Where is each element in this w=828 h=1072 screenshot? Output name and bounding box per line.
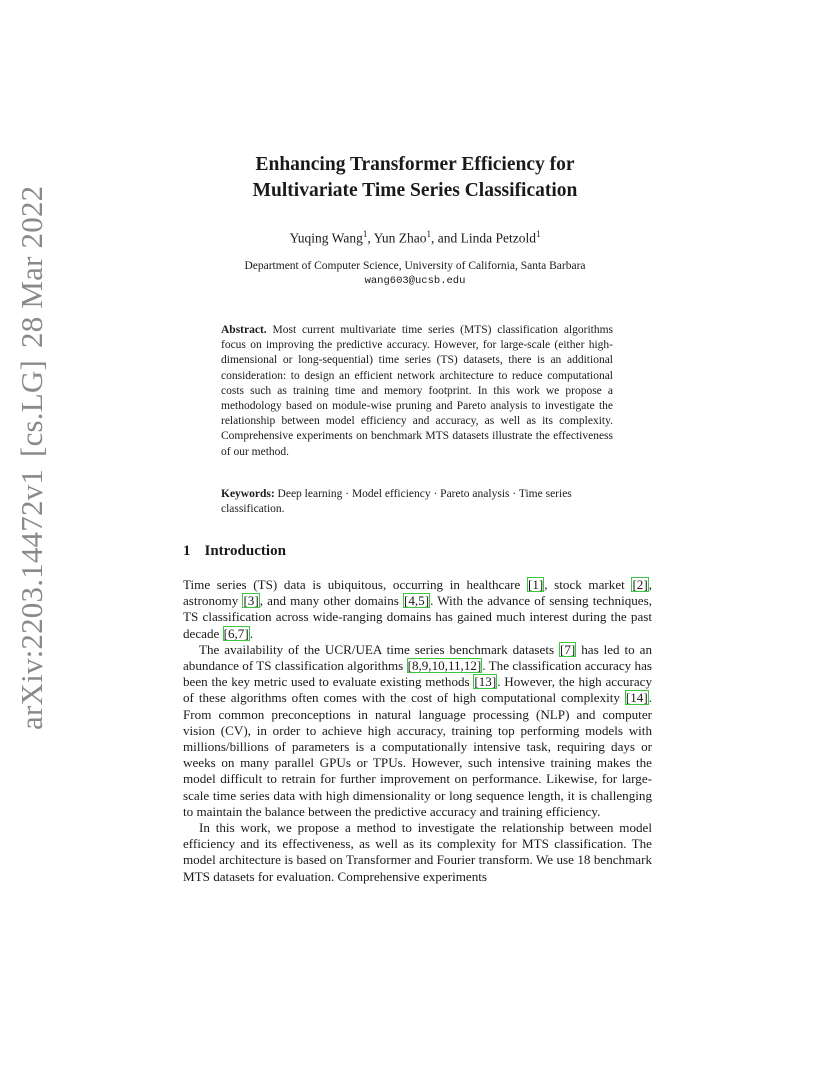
intro-paragraph-3: In this work, we propose a method to investigate the relationship between model efficiency and its effectiveness, as well as its complexity for MTS classification. The model architecture is based on Transformer and Fourier transform. We use 18 benchmark MTS datasets for evaluation. Comprehensive experiments xyxy=(183,820,652,884)
citation-link[interactable]: [1] xyxy=(527,577,544,592)
abstract-label: Abstract. xyxy=(221,324,267,336)
abstract xyxy=(221,323,613,460)
paragraph-text: . The classification accuracy has been the key metric used to evaluate existing methods xyxy=(183,658,652,690)
author-2-affil-mark: 1 xyxy=(426,229,431,239)
author-3: Linda Petzold xyxy=(460,230,536,246)
arxiv-id: arXiv:2203.14472v1 xyxy=(14,468,49,730)
arxiv-category: [cs.LG] xyxy=(14,360,49,457)
arxiv-stamp xyxy=(14,185,50,730)
paragraph-text: . xyxy=(249,625,253,641)
author-separator-2: , and xyxy=(430,230,461,246)
affiliation-department: Department of Computer Science, University of California, Santa Barbara xyxy=(244,260,586,272)
citation-link[interactable]: [6,7] xyxy=(223,625,249,641)
intro-paragraph-1 xyxy=(183,577,652,642)
title-line-1: Enhancing Transformer Efficiency for xyxy=(255,154,575,175)
paragraph-text: , stock market xyxy=(544,577,632,592)
section-title: Introduction xyxy=(204,543,286,559)
citation-link[interactable]: [14] xyxy=(625,690,648,706)
intro-paragraph-2 xyxy=(183,642,652,820)
abstract-text: Most current multivariate time series (MTS) classification algorithms focus on improving the predictive accuracy. However, for large-scale (either high-dimensional or long-sequential) time series (TS) datasets, there is an additional consideration: to design an efficient network architecture to reduce computational costs such as training time and memory footprint. In this work we propose a methodology based on module-wise pruning and Pareto analysis to investigate the relationship between model efficiency and accuracy, as well as its complexity. Comprehensive experiments on benchmark MTS datasets illustrate the effectiveness of our method. xyxy=(221,324,614,458)
paragraph-text: . From common preconceptions in natural language processing (NLP) and computer vision (CV), in order to achieve high accuracy, training top performing models with millions/billions of parameters is a computationally intensive task, requiring days or weeks on many parallel GPUs or TPUs. However, such intensive training makes the model difficult to retrain for further improvement on performance. Likewise, for large-scale time series data with high dimensionality or long sequence length, it is challenging to maintain the balance between the predictive accuracy and training efficiency. xyxy=(183,690,652,819)
paragraph-text: , and many other domains xyxy=(259,593,403,609)
arxiv-date: 28 Mar 2022 xyxy=(14,185,49,348)
section-heading xyxy=(183,543,286,560)
paragraph-text: Time series (TS) data is ubiquitous, occurring in healthcare xyxy=(183,577,527,592)
paper-title xyxy=(120,152,710,204)
keywords xyxy=(221,487,613,517)
affiliation-block xyxy=(120,259,710,289)
author-1: Yuqing Wang xyxy=(289,230,363,246)
keywords-text: Deep learning · Model efficiency · Pareto analysis · Time series classification. xyxy=(221,488,572,516)
author-list xyxy=(120,229,710,247)
author-1-affil-mark: 1 xyxy=(362,229,368,239)
paragraph-text: has led to an abundance of TS classification algorithms xyxy=(183,641,652,674)
citation-link[interactable]: [7] xyxy=(560,641,576,657)
author-separator-1: , xyxy=(367,230,374,246)
author-3-affil-mark: 1 xyxy=(535,229,541,239)
keywords-label: Keywords: xyxy=(221,488,275,500)
author-email: wang603@ucsb.edu xyxy=(364,275,466,287)
paragraph-text: , astronomy xyxy=(183,577,652,609)
citation-link[interactable]: [2] xyxy=(632,577,648,592)
paragraph-text: The availability of the UCR/UEA time series benchmark datasets xyxy=(199,641,559,657)
paragraph-text: . However, the high accuracy of these algorithms often comes with the cost of high computational complexity xyxy=(183,674,652,706)
title-line-2: Multivariate Time Series Classification xyxy=(252,180,578,201)
citation-link[interactable]: [4,5] xyxy=(403,593,430,609)
section-number: 1 xyxy=(183,543,191,559)
citation-link[interactable]: [13] xyxy=(474,674,497,690)
intro-body xyxy=(183,577,652,885)
citation-link[interactable]: [3] xyxy=(243,593,259,609)
citation-link[interactable]: [8,9,10,11,12] xyxy=(407,658,482,674)
paragraph-text: . With the advance of sensing techniques, TS classification across wide-ranging domains has gained much interest during the past decade xyxy=(183,593,652,641)
author-2: Yun Zhao xyxy=(373,230,427,246)
